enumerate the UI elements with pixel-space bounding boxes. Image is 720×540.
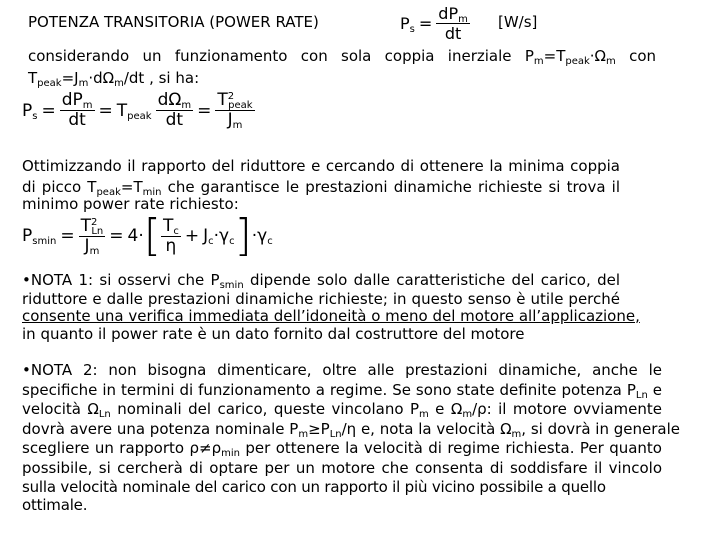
eq1-tpeak: $T_{peak}$ [116, 100, 152, 122]
plus-sign: + [184, 226, 200, 246]
nota1-line-3: consente una verifica immediata dell’idoneità o meno del motore all’applicazione, [22, 307, 640, 325]
minimum-power-rate-equation [22, 210, 273, 261]
nota2-line-1: •NOTA 2: non bisogna dimenticare, oltre alle prestazioni dinamiche, anche le [22, 361, 663, 379]
intro-paragraph [28, 48, 656, 87]
eq1-lhs: $P_s$ [22, 100, 38, 122]
formula-lhs: $P_s$ [400, 14, 415, 35]
nota-2-paragraph [22, 361, 680, 514]
nota2-line-6: possibile, si cercherà di optare per un motore che consenta di soddisfare il vincolo [22, 458, 662, 477]
eq1-fraction-2: $\frac{d\Omega_m}{dt}$ [157, 90, 192, 130]
eq2-gc-tail: $\cdot\gamma_c$ [251, 226, 273, 247]
eq2-fraction-1: $\frac{T^2_{Ln}}{J_m}$ [80, 215, 104, 257]
nota1-line-4: in quanto il power rate è un dato fornito dal costruttore del motore [22, 324, 525, 343]
coefficient: 4· [127, 226, 144, 246]
equals-sign: = [98, 100, 113, 121]
right-bracket: ] [234, 210, 252, 261]
optimization-paragraph [22, 158, 620, 214]
opt-line-1: Ottimizzando il rapporto del riduttore e cercando di ottenere la minima coppia [22, 157, 620, 175]
nota2-line-2: specifiche in termini di funzionamento a regime. Se sono state definite potenza $P_{Ln}$ e [22, 380, 662, 401]
nota1-line-1: •NOTA 1: si osservi che $P_{smin}$ dipende solo dalle caratteristiche del carico, del [22, 271, 620, 291]
nota2-line-4: dovrà avere una potenza nominale $P_m\ge P_{Ln}/\eta$ e, nota la velocità $\Omega_m$, si dovrà in generale [22, 419, 680, 440]
eq1-fraction-3: $\frac{T^2_{peak}}{J_m}$ [217, 90, 253, 131]
power-rate-formula [400, 5, 470, 42]
page-title: POTENZA TRANSITORIA (POWER RATE) [28, 13, 319, 31]
nota-1-paragraph [22, 271, 640, 343]
eq2-jc-gc: $J_c\cdot\gamma_c$ [203, 226, 235, 247]
eq2-lhs: $P_{smin}$ [22, 226, 57, 247]
intro-line-1: considerando un funzionamento con sola coppia inerziale $P_m=T_{peak}\cdot\Omega_m$ con [28, 47, 657, 67]
equals-sign: = [418, 14, 433, 33]
nota2-line-5: scegliere un rapporto $\rho\ne\rho_{min}$ per ottenere la velocità di regime richiesta. Per quanto [22, 439, 662, 459]
nota1-line-2: riduttore e dalle prestazioni dinamiche richieste; in questo senso è utile perché [22, 289, 620, 308]
equals-sign: = [109, 226, 124, 246]
intro-line-2: $T_{peak}=J_m\cdot d\Omega_m/dt$ , si ha: [28, 68, 200, 89]
nota2-line-7: sulla velocità nominale del carico con un rapporto il più vicino possibile a quello ottimale. [22, 478, 606, 514]
equals-sign: = [197, 100, 212, 121]
equals-sign: = [41, 100, 56, 121]
opt-line-2: di picco $T_{peak}=T_{min}$ che garantisce le prestazioni dinamiche richieste si trova il [22, 177, 621, 198]
fraction-dpm-dt: $\frac{dP_m}{dt}$ [438, 4, 468, 43]
eq1-fraction-1: $\frac{dP_m}{dt}$ [61, 90, 93, 130]
eq2-fraction-tc-eta: $\frac{T_c}{\eta}$ [162, 215, 179, 256]
nota2-line-3: velocità $\Omega_{Ln}$ nominali del carico, queste vincolano $P_m$ e $\Omega_m/\rho$: il motore ovviamente [22, 400, 662, 420]
power-rate-equation [22, 92, 255, 129]
left-bracket: [ [143, 210, 161, 261]
opt-line-3: minimo power rate richiesto: [22, 195, 239, 213]
unit-label: [W/s] [498, 13, 538, 31]
equals-sign: = [60, 226, 75, 246]
